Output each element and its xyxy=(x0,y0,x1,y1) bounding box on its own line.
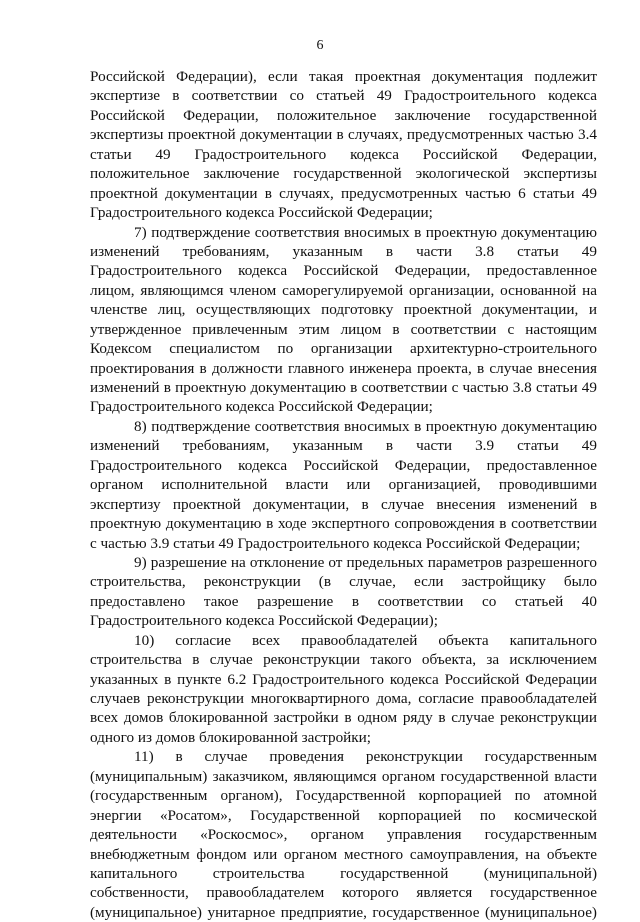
text-line: 10) согласие всех правообладателей объекта капитального xyxy=(134,631,597,649)
text-line: изменений в проектную документацию в соответствии с частью 3.8 статьи 49 xyxy=(90,379,597,396)
text-line: энергии «Росатом», Государственной корпорацией по космической xyxy=(90,806,597,824)
text-line: строительства в случае реконструкции такого объекта, за исключением xyxy=(90,651,597,669)
text-line: Градостроительного кодекса Российской Федерации; xyxy=(90,398,433,416)
text-line: положительное заключение государственной экологической экспертизы xyxy=(90,165,597,183)
text-line: лицом, являющимся членом саморегулируемой организации, основанной на xyxy=(90,281,597,299)
text-line: 11) в случае проведения реконструкции государственным xyxy=(134,748,597,766)
text-line: внебюджетным фондом или органом местного самоуправления, на объекте xyxy=(90,845,597,863)
text-line: 8) подтверждение соответствия вносимых в проектную документацию xyxy=(134,417,597,435)
text-line: указанных в пункте 6.2 Градостроительного кодекса Российской Федерации xyxy=(90,670,597,688)
text-line: Российской Федерации), если такая проектная документация подлежит xyxy=(90,68,597,85)
page-number: 6 xyxy=(316,38,324,53)
text-line: изменений требованиям, указанным в части 3.9 статьи 49 xyxy=(90,437,597,455)
text-line: 7) подтверждение соответствия вносимых в проектную документацию xyxy=(134,223,597,241)
text-line: Кодексом специалистом по организации архитектурно-строительного xyxy=(90,340,597,358)
text-line: проектирования в должности главного инженера проекта, в случае внесения xyxy=(90,359,597,377)
text-line: с частью 3.9 статьи 49 Градостроительного кодекса Российской Федерации; xyxy=(90,534,581,552)
text-line: утвержденное привлеченным этим лицом в соответствии с настоящим xyxy=(90,320,597,338)
document-body xyxy=(90,67,597,922)
text-line: экспертизу проектной документации, в случае внесения изменений в xyxy=(90,495,597,513)
text-line: деятельности «Роскосмос», органом управления государственным xyxy=(90,826,597,844)
text-line: случаев реконструкции многоквартирного дома, согласие правообладателей xyxy=(90,690,597,707)
text-line: Градостроительного кодекса Российской Федерации, предоставленное xyxy=(90,262,597,280)
text-line: собственности, правообладателем которого является государственное xyxy=(90,884,597,902)
text-line: 9) разрешение на отклонение от предельных параметров разрешенного xyxy=(134,553,597,571)
text-line: Градостроительного кодекса Российской Федерации, предоставленное xyxy=(90,456,597,474)
text-line: изменений требованиям, указанным в части 3.8 статьи 49 xyxy=(90,242,597,260)
text-line: Градостроительного кодекса Российской Федерации; xyxy=(90,204,433,222)
text-line: строительства, реконструкции (в случае, если застройщику было xyxy=(90,573,597,591)
text-line: (государственным органом), Государственной корпорацией по атомной xyxy=(90,787,597,805)
text-line: проектной документации в случаях, предусмотренных частью 6 статьи 49 xyxy=(90,184,597,202)
text-line: предоставлено такое разрешение в соответствии со статьей 40 xyxy=(90,592,597,610)
text-line: (муниципальное) унитарное предприятие, государственное (муниципальное) xyxy=(90,903,597,921)
text-line: проектную документацию в ходе экспертного сопровождения в соответствии xyxy=(90,515,597,533)
text-line: органом исполнительной власти или организацией, проводившими xyxy=(90,476,597,494)
text-line: одного из домов блокированной застройки; xyxy=(90,728,372,746)
text-line: всех домов блокированной застройки в одном ряду в случае реконструкции xyxy=(90,709,597,727)
text-line: экспертизе в соответствии со статьей 49 Градостроительного кодекса xyxy=(90,87,597,105)
text-line: Градостроительного кодекса Российской Федерации); xyxy=(90,612,438,630)
text-line: (муниципальным) заказчиком, являющимся органом государственной власти xyxy=(90,767,597,785)
text-line: Российской Федерации, положительное заключение государственной xyxy=(90,106,597,124)
text-line: экспертизы проектной документации в случаях, предусмотренных частью 3.4 xyxy=(90,126,597,144)
text-line: капитального строительства государственной (муниципальной) xyxy=(90,864,597,882)
text-line: статьи 49 Градостроительного кодекса Российской Федерации, xyxy=(90,145,597,163)
text-line: членстве лиц, осуществляющих подготовку проектной документации, и xyxy=(90,301,597,319)
